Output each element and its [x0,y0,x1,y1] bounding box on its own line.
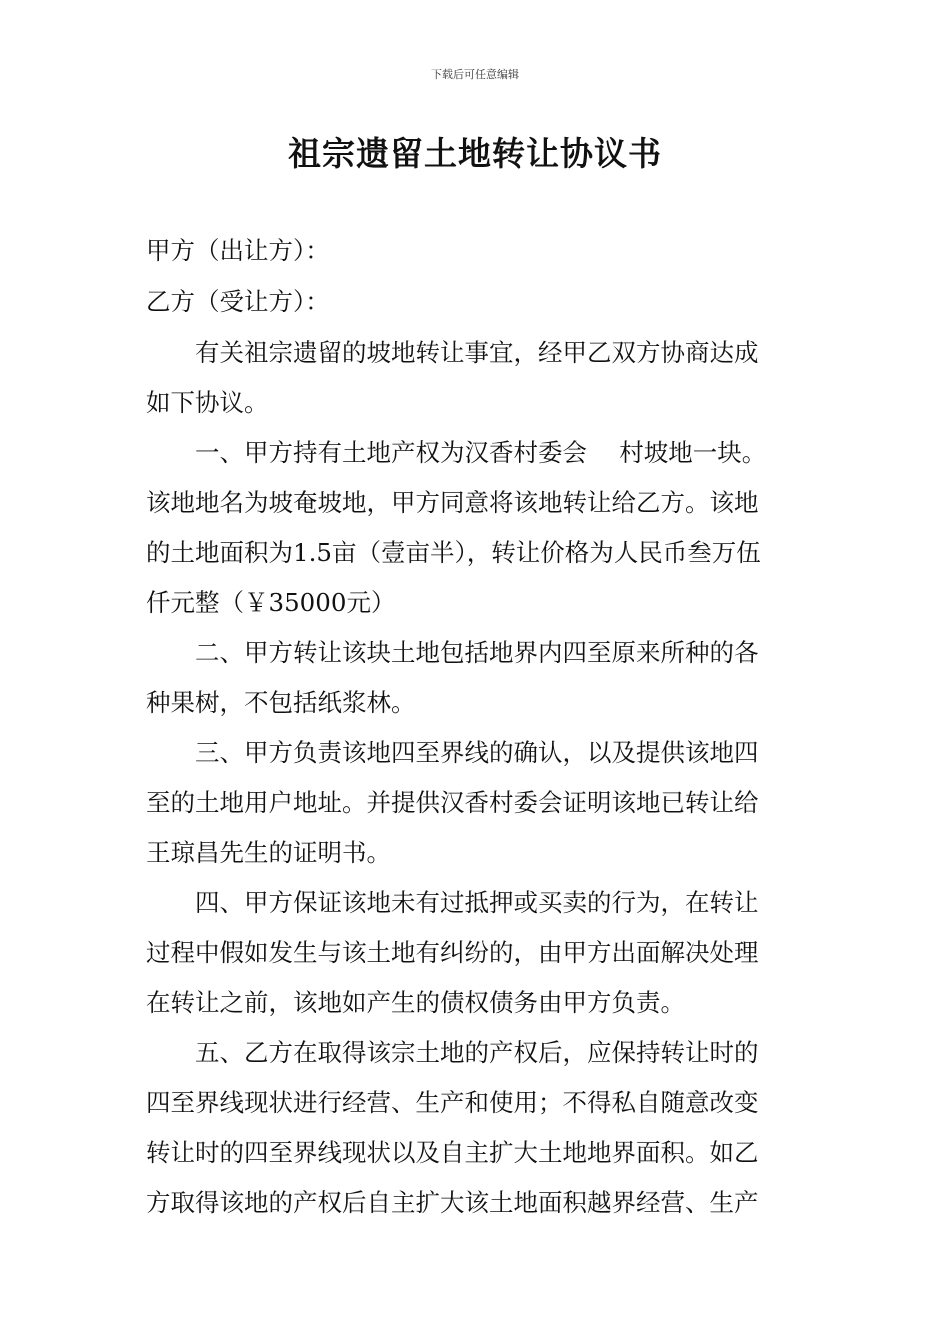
body-line-clause5-4: 方取得该地的产权后自主扩大该土地面积越界经营、生产 [146,1188,759,1217]
body-line-clause2-1: 二、甲方转让该块土地包括地界内四至原来所种的各 [146,638,759,667]
body-line-clause4-1: 四、甲方保证该地未有过抵押或买卖的行为，在转让 [146,888,759,917]
body-line-clause1-3: 的土地面积为1.5亩（壹亩半），转让价格为人民币叁万伍 [146,538,761,567]
body-line-clause4-2: 过程中假如发生与该土地有纠纷的，由甲方出面解决处理 [146,938,759,967]
body-line-clause1-4: 仟元整（￥35000元） [146,588,396,617]
body-line-clause2-2: 种果树，不包括纸浆林。 [146,688,416,717]
body-line-clause1-1: 一、甲方持有土地产权为汉香村委会 村坡地一块。 [146,438,767,467]
body-line-clause3-1: 三、甲方负责该地四至界线的确认，以及提供该地四 [146,738,759,767]
body-line-clause5-1: 五、乙方在取得该宗土地的产权后，应保持转让时的 [146,1038,759,1067]
body-line-intro-1: 有关祖宗遗留的坡地转让事宜，经甲乙双方协商达成 [146,338,759,367]
body-line-intro-2: 如下协议。 [146,388,269,417]
body-line-clause5-2: 四至界线现状进行经营、生产和使用；不得私自随意改变 [146,1088,759,1117]
body-line-clause4-3: 在转让之前，该地如产生的债权债务由甲方负责。 [146,988,685,1017]
party-b-line: 乙方（受让方）： [146,287,330,316]
body-line-clause3-2: 至的土地用户地址。并提供汉香村委会证明该地已转让给 [146,788,759,817]
body-line-clause1-2: 该地地名为坡奄坡地，甲方同意将该地转让给乙方。该地 [146,488,759,517]
document-body [146,226,806,1228]
header-note: 下载后可任意编辑 [431,68,519,81]
document-title: 祖宗遗留土地转让协议书 [288,134,662,173]
body-line-clause3-3: 王琼昌先生的证明书。 [146,838,391,867]
party-a-line: 甲方（出让方）： [146,236,330,265]
body-line-clause5-3: 转让时的四至界线现状以及自主扩大土地地界面积。如乙 [146,1138,759,1167]
